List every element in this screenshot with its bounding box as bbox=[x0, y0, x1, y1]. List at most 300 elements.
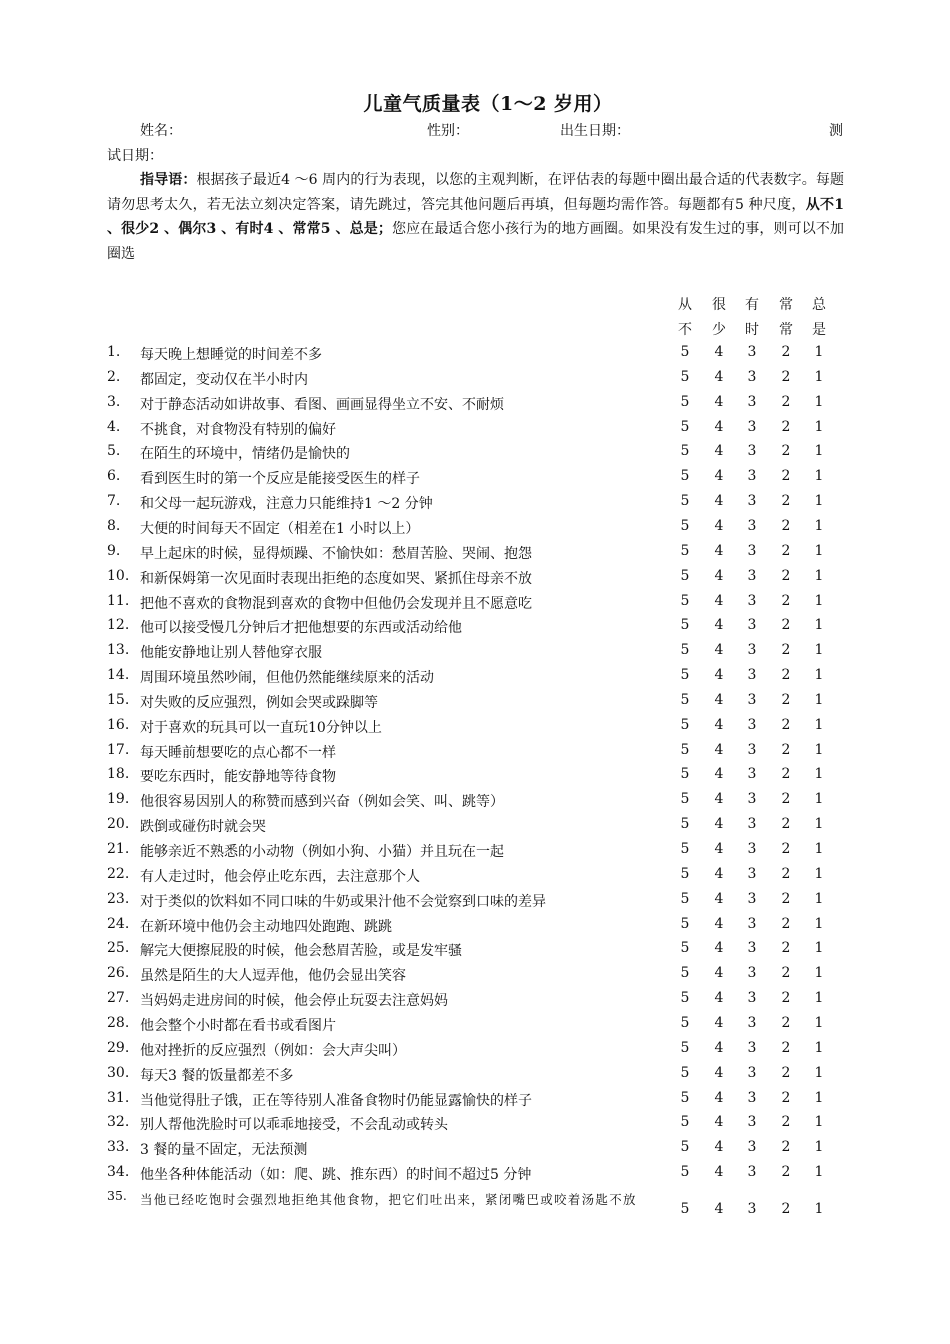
table-row bbox=[0, 1040, 950, 1064]
score-option[interactable]: 2 bbox=[781, 617, 791, 634]
score-option[interactable]: 5 bbox=[680, 940, 690, 957]
score-option[interactable]: 5 bbox=[680, 344, 690, 360]
score-option[interactable]: 5 bbox=[680, 1139, 690, 1156]
score-option[interactable]: 5 bbox=[680, 1089, 690, 1106]
score-option[interactable]: 2 bbox=[781, 542, 791, 559]
score-option[interactable]: 5 bbox=[680, 890, 690, 907]
score-option[interactable]: 4 bbox=[714, 940, 724, 957]
table-row bbox=[0, 518, 950, 542]
score-option[interactable]: 4 bbox=[714, 592, 724, 609]
item-text: 大便的时间每天不固定（相差在1 小时以上） bbox=[140, 520, 420, 537]
score-option[interactable]: 1 bbox=[814, 890, 824, 907]
header-often-bottom: 常 bbox=[779, 322, 793, 338]
score-option[interactable]: 4 bbox=[714, 468, 724, 485]
item-number: 14. bbox=[107, 667, 130, 684]
score-option[interactable]: 2 bbox=[781, 1139, 791, 1156]
score-option[interactable]: 3 bbox=[747, 1139, 757, 1156]
score-option[interactable]: 1 bbox=[814, 1201, 824, 1217]
score-option[interactable]: 3 bbox=[747, 1089, 757, 1106]
score-option[interactable]: 2 bbox=[781, 493, 791, 510]
score-option[interactable]: 5 bbox=[680, 517, 690, 534]
item-number: 16. bbox=[107, 716, 130, 733]
score-option[interactable]: 1 bbox=[814, 865, 824, 882]
score-option[interactable]: 2 bbox=[781, 990, 791, 1007]
score-option[interactable]: 3 bbox=[747, 1114, 757, 1131]
score-option[interactable]: 5 bbox=[680, 990, 690, 1007]
score-option[interactable]: 3 bbox=[747, 766, 757, 783]
score-option[interactable]: 4 bbox=[714, 990, 724, 1007]
header-rarely-top: 很 bbox=[712, 297, 726, 313]
score-option[interactable]: 5 bbox=[680, 1164, 690, 1181]
score-option[interactable]: 3 bbox=[747, 965, 757, 982]
score-option[interactable]: 1 bbox=[814, 791, 824, 808]
item-text: 跌倒或碰伤时就会哭 bbox=[140, 819, 266, 836]
score-option[interactable]: 5 bbox=[680, 1039, 690, 1056]
score-option[interactable]: 3 bbox=[747, 567, 757, 584]
score-option[interactable]: 4 bbox=[714, 1014, 724, 1031]
score-option[interactable]: 4 bbox=[714, 766, 724, 783]
score-option[interactable]: 1 bbox=[814, 940, 824, 957]
score-option[interactable]: 2 bbox=[781, 1039, 791, 1056]
score-option[interactable]: 5 bbox=[680, 766, 690, 783]
score-option[interactable]: 1 bbox=[814, 418, 824, 435]
score-option[interactable]: 3 bbox=[747, 990, 757, 1007]
item-text: 当他觉得肚子饿，正在等待别人准备食物时仍能显露愉快的样子 bbox=[140, 1092, 532, 1109]
header-never-top: 从 bbox=[678, 297, 692, 313]
score-option[interactable]: 5 bbox=[680, 691, 690, 708]
score-option[interactable]: 1 bbox=[814, 1089, 824, 1106]
score-option[interactable]: 3 bbox=[747, 890, 757, 907]
item-text: 对失败的反应强烈，例如会哭或跺脚等 bbox=[140, 694, 378, 711]
score-option[interactable]: 5 bbox=[680, 418, 690, 435]
score-option[interactable]: 3 bbox=[747, 493, 757, 510]
score-option[interactable]: 2 bbox=[781, 1201, 791, 1217]
score-option[interactable]: 1 bbox=[814, 1114, 824, 1131]
score-option[interactable]: 2 bbox=[781, 468, 791, 485]
item-number: 12. bbox=[107, 617, 130, 634]
item-text: 他坐各种体能活动（如：爬、跳、推东西）的时间不超过5 分钟 bbox=[140, 1167, 532, 1184]
item-number: 13. bbox=[107, 642, 130, 659]
score-option[interactable]: 5 bbox=[680, 368, 690, 385]
score-option[interactable]: 3 bbox=[747, 617, 757, 634]
item-text: 他可以接受慢几分钟后才把他想要的东西或活动给他 bbox=[140, 620, 462, 637]
score-option[interactable]: 4 bbox=[714, 1114, 724, 1131]
item-number: 23. bbox=[107, 890, 130, 907]
score-option[interactable]: 5 bbox=[680, 1064, 690, 1081]
item-text: 在新环境中他仍会主动地四处跑跑、跳跳 bbox=[140, 918, 392, 935]
score-option[interactable]: 4 bbox=[714, 741, 724, 758]
score-option[interactable]: 1 bbox=[814, 1139, 824, 1156]
score-option[interactable]: 1 bbox=[814, 741, 824, 758]
score-option[interactable]: 1 bbox=[814, 965, 824, 982]
score-option[interactable]: 2 bbox=[781, 691, 791, 708]
table-row bbox=[0, 617, 950, 641]
score-option[interactable]: 4 bbox=[714, 865, 724, 882]
table-row bbox=[0, 642, 950, 666]
test-date-label-end: 试日期： bbox=[107, 148, 163, 164]
score-option[interactable]: 1 bbox=[814, 542, 824, 559]
score-option[interactable]: 4 bbox=[714, 890, 724, 907]
table-row bbox=[0, 816, 950, 840]
score-option[interactable]: 2 bbox=[781, 816, 791, 833]
item-text: 对于喜欢的玩具可以一直玩10分钟以上 bbox=[140, 719, 382, 736]
item-number: 11. bbox=[107, 592, 130, 609]
instructions-scale: 从不1 、很少2 、偶尔3 、有时4 、常常5 、总是； bbox=[107, 196, 844, 237]
score-option[interactable]: 1 bbox=[814, 617, 824, 634]
score-option[interactable]: 5 bbox=[680, 1114, 690, 1131]
instructions bbox=[107, 168, 844, 266]
score-option[interactable]: 4 bbox=[714, 816, 724, 833]
table-row bbox=[0, 1065, 950, 1089]
score-option[interactable]: 2 bbox=[781, 1064, 791, 1081]
item-number: 4. bbox=[107, 418, 121, 435]
score-option[interactable]: 4 bbox=[714, 493, 724, 510]
score-option[interactable]: 2 bbox=[781, 1114, 791, 1131]
item-text: 他能安静地让别人替他穿衣服 bbox=[140, 645, 322, 662]
score-option[interactable]: 3 bbox=[747, 344, 757, 360]
score-option[interactable]: 4 bbox=[714, 443, 724, 460]
item-text: 每天晚上想睡觉的时间差不多 bbox=[140, 347, 322, 363]
item-text: 对于静态活动如讲故事、看图、画画显得坐立不安、不耐烦 bbox=[140, 396, 504, 413]
score-option[interactable]: 2 bbox=[781, 418, 791, 435]
item-text: 别人帮他洗脸时可以乖乖地接受，不会乱动或转头 bbox=[140, 1117, 448, 1134]
score-option[interactable]: 1 bbox=[814, 393, 824, 410]
info-fields bbox=[0, 120, 950, 142]
table-row bbox=[0, 1164, 950, 1188]
item-text: 每天睡前想要吃的点心都不一样 bbox=[140, 744, 336, 761]
score-option[interactable]: 5 bbox=[680, 617, 690, 634]
score-option[interactable]: 4 bbox=[714, 617, 724, 634]
score-option[interactable]: 3 bbox=[747, 667, 757, 684]
table-row bbox=[0, 443, 950, 467]
score-option[interactable]: 4 bbox=[714, 691, 724, 708]
item-number: 29. bbox=[107, 1039, 130, 1056]
item-text: 当他已经吃饱时会强烈地拒绝其他食物，把它们吐出来，紧闭嘴巴或咬着汤匙不放 bbox=[140, 1192, 637, 1207]
item-text: 虽然是陌生的大人逗弄他，他仍会显出笑容 bbox=[140, 968, 406, 985]
item-number: 25. bbox=[107, 940, 130, 957]
score-option[interactable]: 3 bbox=[747, 841, 757, 857]
item-number: 9. bbox=[107, 542, 121, 559]
score-option[interactable]: 1 bbox=[814, 667, 824, 684]
score-option[interactable]: 5 bbox=[680, 493, 690, 510]
page-title: 儿童气质量表（1～2 岁用） bbox=[363, 93, 613, 115]
score-option[interactable]: 5 bbox=[680, 592, 690, 609]
score-option[interactable]: 5 bbox=[680, 716, 690, 733]
header-sometimes-bottom: 时 bbox=[745, 322, 759, 338]
item-number: 19. bbox=[107, 791, 130, 808]
item-number: 15. bbox=[107, 691, 130, 708]
score-option[interactable]: 4 bbox=[714, 642, 724, 659]
item-number: 17. bbox=[107, 741, 130, 758]
header-always-top: 总 bbox=[812, 297, 826, 313]
score-option[interactable]: 3 bbox=[747, 1014, 757, 1031]
table-row bbox=[0, 841, 950, 865]
score-option[interactable]: 4 bbox=[714, 915, 724, 932]
score-option[interactable]: 1 bbox=[814, 468, 824, 485]
score-option[interactable]: 4 bbox=[714, 716, 724, 733]
item-number: 3. bbox=[107, 393, 121, 410]
score-option[interactable]: 4 bbox=[714, 542, 724, 559]
score-option[interactable]: 4 bbox=[714, 1201, 724, 1217]
item-number: 8. bbox=[107, 517, 121, 534]
table-row bbox=[0, 1114, 950, 1138]
score-option[interactable]: 5 bbox=[680, 915, 690, 932]
score-option[interactable]: 3 bbox=[747, 741, 757, 758]
score-option[interactable]: 3 bbox=[747, 716, 757, 733]
score-option[interactable]: 3 bbox=[747, 517, 757, 534]
item-text: 3 餐的量不固定，无法预测 bbox=[140, 1142, 308, 1159]
score-option[interactable]: 1 bbox=[814, 592, 824, 609]
item-text: 解完大便擦屁股的时候，他会愁眉苦脸，或是发牢骚 bbox=[140, 943, 462, 960]
score-option[interactable]: 1 bbox=[814, 691, 824, 708]
item-text: 早上起床的时候，显得烦躁、不愉快如：愁眉苦脸、哭闹、抱怨 bbox=[140, 545, 532, 562]
item-text: 把他不喜欢的食物混到喜欢的食物中但他仍会发现并且不愿意吃 bbox=[140, 595, 532, 612]
table-row bbox=[0, 891, 950, 915]
item-text: 和父母一起玩游戏，注意力只能维持1 ～2 分钟 bbox=[140, 496, 433, 513]
score-option[interactable]: 2 bbox=[781, 965, 791, 982]
item-text: 要吃东西时，能安静地等待食物 bbox=[140, 769, 336, 786]
score-option[interactable]: 2 bbox=[781, 716, 791, 733]
score-option[interactable]: 4 bbox=[714, 393, 724, 410]
table-row bbox=[0, 791, 950, 815]
item-number: 24. bbox=[107, 915, 130, 932]
score-option[interactable]: 1 bbox=[814, 1164, 824, 1181]
score-option[interactable]: 3 bbox=[747, 592, 757, 609]
score-option[interactable]: 3 bbox=[747, 791, 757, 808]
item-number: 30. bbox=[107, 1064, 130, 1081]
item-text: 当妈妈走进房间的时候，他会停止玩耍去注意妈妈 bbox=[140, 993, 448, 1010]
score-option[interactable]: 5 bbox=[680, 741, 690, 758]
score-option[interactable]: 4 bbox=[714, 841, 724, 857]
table-row bbox=[0, 717, 950, 741]
score-option[interactable]: 3 bbox=[747, 468, 757, 485]
table-row bbox=[0, 1188, 950, 1217]
score-option[interactable]: 1 bbox=[814, 766, 824, 783]
score-option[interactable]: 4 bbox=[714, 1089, 724, 1106]
item-text: 他对挫折的反应强烈（例如：会大声尖叫） bbox=[140, 1042, 406, 1059]
table-row bbox=[0, 916, 950, 940]
test-date-label-start: 测 bbox=[829, 123, 843, 139]
score-option[interactable]: 5 bbox=[680, 1201, 690, 1217]
item-number: 26. bbox=[107, 965, 130, 982]
item-number: 35. bbox=[107, 1188, 127, 1203]
table-row bbox=[0, 1139, 950, 1163]
item-text: 能够亲近不熟悉的小动物（例如小狗、小猫）并且玩在一起 bbox=[140, 844, 504, 860]
item-number: 6. bbox=[107, 468, 121, 485]
table-row bbox=[0, 344, 950, 368]
score-option[interactable]: 1 bbox=[814, 1039, 824, 1056]
item-text: 每天3 餐的饭量都差不多 bbox=[140, 1067, 294, 1084]
header-never-bottom: 不 bbox=[678, 322, 692, 338]
instructions-label: 指导语： bbox=[140, 172, 197, 188]
score-option[interactable]: 2 bbox=[781, 592, 791, 609]
score-option[interactable]: 1 bbox=[814, 1014, 824, 1031]
score-option[interactable]: 4 bbox=[714, 344, 724, 360]
item-number: 22. bbox=[107, 865, 130, 882]
score-option[interactable]: 4 bbox=[714, 517, 724, 534]
table-row bbox=[0, 866, 950, 890]
score-option[interactable]: 3 bbox=[747, 1201, 757, 1217]
score-option[interactable]: 2 bbox=[781, 393, 791, 410]
score-option[interactable]: 3 bbox=[747, 418, 757, 435]
header-always-bottom: 是 bbox=[812, 322, 826, 338]
score-option[interactable]: 1 bbox=[814, 517, 824, 534]
score-option[interactable]: 2 bbox=[781, 567, 791, 584]
score-option[interactable]: 3 bbox=[747, 368, 757, 385]
table-row bbox=[0, 568, 950, 592]
item-text: 周围环境虽然吵闹，但他仍然能继续原来的活动 bbox=[140, 670, 434, 687]
item-number: 18. bbox=[107, 766, 130, 783]
item-number: 27. bbox=[107, 990, 130, 1007]
table-row bbox=[0, 369, 950, 393]
score-option[interactable]: 2 bbox=[781, 741, 791, 758]
score-option[interactable]: 2 bbox=[781, 1164, 791, 1181]
score-option[interactable]: 3 bbox=[747, 940, 757, 957]
score-option[interactable]: 4 bbox=[714, 1039, 724, 1056]
score-option[interactable]: 5 bbox=[680, 1014, 690, 1031]
table-row bbox=[0, 394, 950, 418]
item-number: 31. bbox=[107, 1089, 130, 1106]
header-sometimes-top: 有 bbox=[745, 297, 759, 313]
score-option[interactable]: 5 bbox=[680, 443, 690, 460]
score-option[interactable]: 2 bbox=[781, 667, 791, 684]
item-number: 5. bbox=[107, 443, 121, 460]
score-option[interactable]: 1 bbox=[814, 344, 824, 360]
score-option[interactable]: 5 bbox=[680, 567, 690, 584]
table-row bbox=[0, 940, 950, 964]
score-option[interactable]: 1 bbox=[814, 816, 824, 833]
gender-label: 性别： bbox=[427, 123, 469, 139]
table-row bbox=[0, 990, 950, 1014]
score-option[interactable]: 3 bbox=[747, 1064, 757, 1081]
score-option[interactable]: 2 bbox=[781, 517, 791, 534]
table-row bbox=[0, 667, 950, 691]
birth-date-label: 出生日期： bbox=[560, 123, 630, 139]
score-option[interactable]: 2 bbox=[781, 890, 791, 907]
score-option[interactable]: 3 bbox=[747, 1039, 757, 1056]
item-number: 32. bbox=[107, 1114, 130, 1131]
item-number: 20. bbox=[107, 816, 130, 833]
table-row bbox=[0, 766, 950, 790]
item-number: 28. bbox=[107, 1014, 130, 1031]
score-option[interactable]: 3 bbox=[747, 393, 757, 410]
score-option[interactable]: 2 bbox=[781, 791, 791, 808]
score-option[interactable]: 4 bbox=[714, 1064, 724, 1081]
score-option[interactable]: 4 bbox=[714, 965, 724, 982]
score-option[interactable]: 3 bbox=[747, 915, 757, 932]
item-text: 在陌生的环境中，情绪仍是愉快的 bbox=[140, 446, 350, 463]
table-row bbox=[0, 593, 950, 617]
item-number: 2. bbox=[107, 368, 121, 385]
score-option[interactable]: 5 bbox=[680, 468, 690, 485]
score-option[interactable]: 1 bbox=[814, 841, 824, 857]
score-option[interactable]: 3 bbox=[747, 642, 757, 659]
item-text: 都固定，变动仅在半小时内 bbox=[140, 371, 308, 388]
score-option[interactable]: 2 bbox=[781, 443, 791, 460]
score-option[interactable]: 4 bbox=[714, 667, 724, 684]
score-option[interactable]: 4 bbox=[714, 1164, 724, 1181]
item-number: 21. bbox=[107, 841, 130, 857]
item-number: 34. bbox=[107, 1164, 130, 1181]
table-row bbox=[0, 543, 950, 567]
instructions-text-1: 根据孩子最近4 ～6 周内的行为表现，以您的主观判断，在评估表的每题中圈出最合适的代表数字。每题请勿思考太久，若无法立刻决定答案，请先跳过，答完其他问题后再填，但每题均需作答。每题都有5 种尺度， bbox=[107, 172, 844, 213]
score-option[interactable]: 2 bbox=[781, 915, 791, 932]
score-option[interactable]: 2 bbox=[781, 344, 791, 360]
score-option[interactable]: 2 bbox=[781, 766, 791, 783]
score-option[interactable]: 3 bbox=[747, 691, 757, 708]
item-text: 他会整个小时都在看书或看图片 bbox=[140, 1017, 336, 1034]
score-option[interactable]: 2 bbox=[781, 865, 791, 882]
score-option[interactable]: 3 bbox=[747, 1164, 757, 1181]
score-option[interactable]: 5 bbox=[680, 667, 690, 684]
table-row bbox=[0, 742, 950, 766]
header-rarely-bottom: 少 bbox=[712, 322, 726, 338]
instructions-text-2: 您应在最适合您小孩行为的地方画圈。如果没有发生过的事，则可以不加圈选 bbox=[107, 221, 845, 262]
score-option[interactable]: 2 bbox=[781, 841, 791, 857]
item-text: 对于类似的饮料如不同口味的牛奶或果汁他不会觉察到口味的差异 bbox=[140, 893, 546, 910]
item-text: 看到医生时的第一个反应是能接受医生的样子 bbox=[140, 471, 420, 488]
score-option[interactable]: 1 bbox=[814, 1064, 824, 1081]
score-option[interactable]: 1 bbox=[814, 990, 824, 1007]
score-option[interactable]: 1 bbox=[814, 368, 824, 385]
table-row bbox=[0, 493, 950, 517]
score-option[interactable]: 1 bbox=[814, 716, 824, 733]
item-number: 10. bbox=[107, 567, 130, 584]
name-label: 姓名： bbox=[140, 123, 182, 139]
score-option[interactable]: 1 bbox=[814, 443, 824, 460]
score-option[interactable]: 2 bbox=[781, 368, 791, 385]
item-text: 他很容易因别人的称赞而感到兴奋（例如会笑、叫、跳等） bbox=[140, 794, 504, 811]
score-option[interactable]: 3 bbox=[747, 443, 757, 460]
score-option[interactable]: 3 bbox=[747, 542, 757, 559]
item-text: 和新保姆第一次见面时表现出拒绝的态度如哭、紧抓住母亲不放 bbox=[140, 570, 532, 587]
score-option[interactable]: 4 bbox=[714, 1139, 724, 1156]
score-option[interactable]: 5 bbox=[680, 542, 690, 559]
score-option[interactable]: 4 bbox=[714, 791, 724, 808]
score-option[interactable]: 5 bbox=[680, 816, 690, 833]
score-option[interactable]: 2 bbox=[781, 1014, 791, 1031]
score-option[interactable]: 2 bbox=[781, 940, 791, 957]
table-row bbox=[0, 1015, 950, 1039]
score-option[interactable]: 2 bbox=[781, 1089, 791, 1106]
score-option[interactable]: 2 bbox=[781, 642, 791, 659]
score-option[interactable]: 3 bbox=[747, 865, 757, 882]
item-number: 1. bbox=[107, 344, 121, 360]
table-row bbox=[0, 468, 950, 492]
item-number: 7. bbox=[107, 493, 121, 510]
score-option[interactable]: 1 bbox=[814, 642, 824, 659]
score-option[interactable]: 5 bbox=[680, 865, 690, 882]
header-often-top: 常 bbox=[779, 297, 793, 313]
score-option[interactable]: 4 bbox=[714, 418, 724, 435]
score-option[interactable]: 4 bbox=[714, 567, 724, 584]
table-row bbox=[0, 692, 950, 716]
score-option[interactable]: 5 bbox=[680, 841, 690, 857]
score-option[interactable]: 4 bbox=[714, 368, 724, 385]
score-option[interactable]: 5 bbox=[680, 642, 690, 659]
score-option[interactable]: 5 bbox=[680, 791, 690, 808]
score-option[interactable]: 1 bbox=[814, 567, 824, 584]
table-row bbox=[0, 965, 950, 989]
table-row bbox=[0, 1090, 950, 1114]
item-number: 33. bbox=[107, 1139, 130, 1156]
score-option[interactable]: 5 bbox=[680, 965, 690, 982]
score-option[interactable]: 1 bbox=[814, 915, 824, 932]
score-option[interactable]: 3 bbox=[747, 816, 757, 833]
item-text: 不挑食，对食物没有特别的偏好 bbox=[140, 421, 336, 438]
score-option[interactable]: 5 bbox=[680, 393, 690, 410]
score-option[interactable]: 1 bbox=[814, 493, 824, 510]
